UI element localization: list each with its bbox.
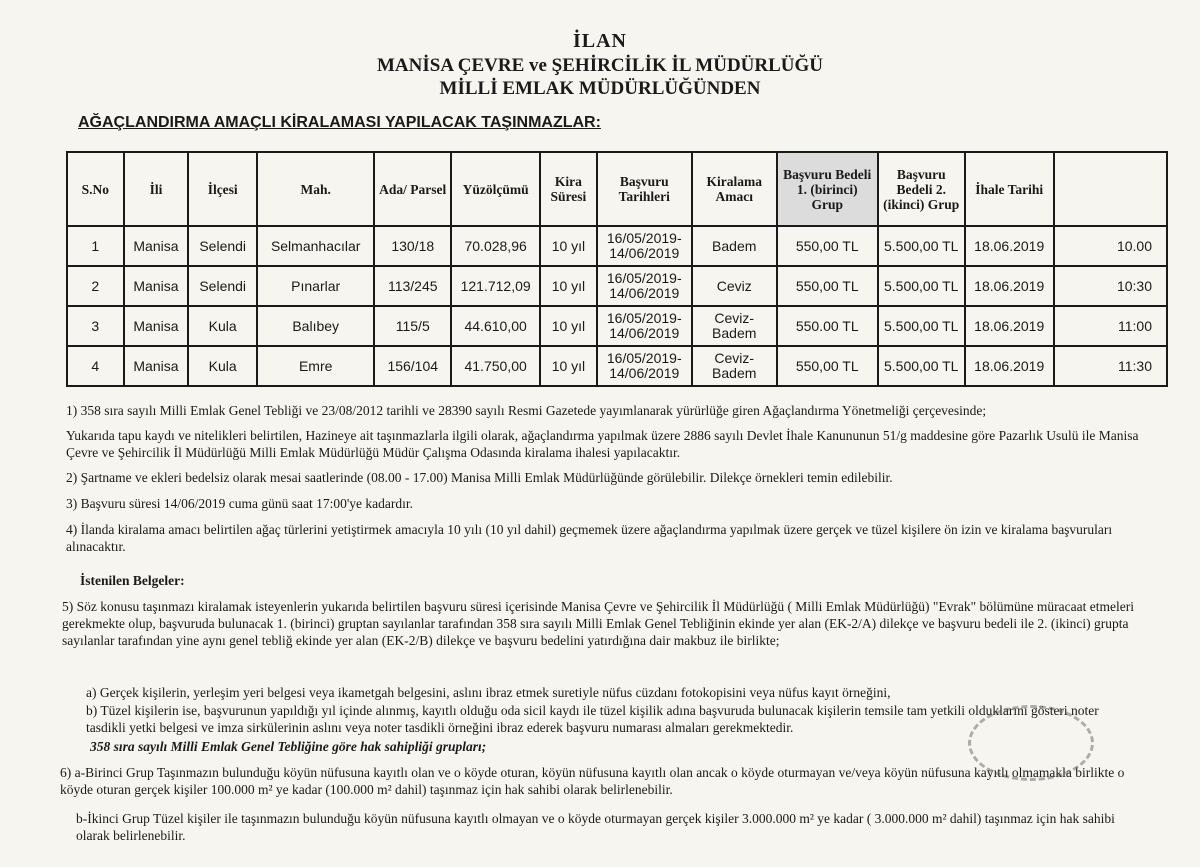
- header-saat: [1054, 152, 1167, 226]
- table-row: [67, 346, 1167, 386]
- cell: 18.06.2019: [965, 346, 1054, 386]
- header-il: İli: [124, 152, 189, 226]
- groups-heading: 358 sıra sayılı Milli Emlak Genel Tebliğine göre hak sahipliği grupları;: [90, 739, 487, 754]
- cell: Balıbey: [257, 306, 374, 346]
- header-ilce: İlçesi: [188, 152, 257, 226]
- cell: 550.00 TL: [777, 306, 878, 346]
- cell: Ceviz- Badem: [692, 346, 777, 386]
- table-row: [67, 226, 1167, 266]
- cell: Manisa: [124, 226, 189, 266]
- cell: 5.500,00 TL: [878, 266, 965, 306]
- institution-name: MANİSA ÇEVRE ve ŞEHİRCİLİK İL MÜDÜRLÜĞÜ: [376, 55, 824, 76]
- cell: Badem: [692, 226, 777, 266]
- cell: 113/245: [374, 266, 451, 306]
- cell: 115/5: [374, 306, 451, 346]
- cell: 550,00 TL: [777, 266, 878, 306]
- note-2: 2) Şartname ve ekleri bedelsiz olarak mesai saatlerinde (08.00 - 17.00) Manisa Milli Emlak Müdürlüğünde görülebilir. Dilekçe örnekleri temin edilebilir.: [66, 470, 893, 485]
- header-yuzolcumu: Yüzölçümü: [451, 152, 540, 226]
- note-1-body: Yukarıda tapu kaydı ve nitelikleri belirtilen, Hazineye ait taşınmazlarla ilgili olarak, ağaçlandırma yapılmak üzere 2886 sayılı Devlet İhale Kanununun 51/g maddesine göre Pazarlık Usulü ile Manisa Çevre ve Şehircilik İl Müdürlüğü Milli Emlak Müdürlüğü Müdür Çalışma Odasında kiralama ihalesi yapılacaktır.: [66, 428, 1139, 460]
- department-name: MİLLİ EMLAK MÜDÜRLÜĞÜNDEN: [439, 78, 761, 99]
- cell: 10.00: [1054, 226, 1167, 266]
- note-1: 1) 358 sıra sayılı Milli Emlak Genel Tebliği ve 23/08/2012 tarihli ve 28390 sayılı Resmi Gazetede yayımlanarak yürürlüğe giren Ağaçlandırma Yönetmeliği çerçevesinde;: [66, 403, 987, 418]
- cell: Kula: [188, 306, 257, 346]
- cell: 16/05/2019- 14/06/2019: [597, 346, 692, 386]
- cell: Manisa: [124, 346, 189, 386]
- header-kiralama-amaci: Kiralama Amacı: [692, 152, 777, 226]
- cell: Ceviz: [692, 266, 777, 306]
- cell: 550,00 TL: [777, 346, 878, 386]
- cell: Kula: [188, 346, 257, 386]
- cell: 16/05/2019- 14/06/2019: [597, 306, 692, 346]
- section-subtitle: AĞAÇLANDIRMA AMAÇLI KİRALAMASI YAPILACAK TAŞINMAZLAR:: [78, 114, 601, 131]
- cell: Ceviz- Badem: [692, 306, 777, 346]
- notice-title: İLAN: [572, 30, 627, 52]
- cell: Pınarlar: [257, 266, 374, 306]
- cell: 2: [67, 266, 124, 306]
- note-5b: b) Tüzel kişilerin ise, başvurunun yapıldığı yıl içinde alınmış, kayıtlı olduğu oda sicil kaydı ile tüzel kişilik adına başvuruda bulunacak kişilerin temsile tam yetkili olduklarını gösteri noter tasdikli yetki belgesi ve imza sirkülerinin aslını veya noter tasdikli örneğini ibraz ederek başvuru numarası almaları gerekmektedir.: [86, 703, 1099, 735]
- table-row: [67, 306, 1167, 346]
- header-ada-parsel: Ada/ Parsel: [374, 152, 451, 226]
- cell: 121.712,09: [451, 266, 540, 306]
- cell: 18.06.2019: [965, 226, 1054, 266]
- required-documents-heading: İstenilen Belgeler:: [80, 573, 185, 588]
- note-6a: 6) a-Birinci Grup Taşınmazın bulunduğu köyün nüfusuna kayıtlı olan ve o köyde oturan, köyün nüfusuna kayıtlı olan ancak o köyde oturmayan ve/veya köyün nüfusuna kayıtlı olmamakla birlikte o köyde oturan gerçek kişiler 100.000 m² ye kadar (100.000 m² dahil) taşınmaz için hak sahibi olarak belirlenebilir.: [60, 765, 1125, 797]
- cell: 4: [67, 346, 124, 386]
- note-3: 3) Başvuru süresi 14/06/2019 cuma günü saat 17:00'ye kadardır.: [66, 496, 413, 511]
- note-6b: b-İkinci Grup Tüzel kişiler ile taşınmazın bulunduğu köyün nüfusuna kayıtlı olmayan ve o köyde oturmayan gerçek kişiler 3.000.000 m² ye kadar ( 3.000.000 m² dahil) taşınmaz için hak sahibi olarak belirlenebilir.: [76, 811, 1115, 843]
- header-bedel-2: Başvuru Bedeli 2. (ikinci) Grup: [878, 152, 965, 226]
- cell: Emre: [257, 346, 374, 386]
- cell: 16/05/2019- 14/06/2019: [597, 266, 692, 306]
- cell: 1: [67, 226, 124, 266]
- cell: 5.500,00 TL: [878, 306, 965, 346]
- cell: Selmanhacılar: [257, 226, 374, 266]
- cell: 5.500,00 TL: [878, 346, 965, 386]
- table-row: [67, 266, 1167, 306]
- cell: 18.06.2019: [965, 306, 1054, 346]
- cell: 10 yıl: [540, 226, 597, 266]
- cell: 70.028,96: [451, 226, 540, 266]
- official-stamp: [968, 705, 1094, 781]
- property-table: [66, 151, 1168, 387]
- note-4: 4) İlanda kiralama amacı belirtilen ağaç türlerini yetiştirmek amacıyla 10 yılı (10 yıl dahil) geçmemek üzere ağaçlandırma yapılmak üzere gerçek ve tüzel kişilere ön izin ve kiralama başvuruları alınacaktır.: [66, 522, 1113, 554]
- table-header-row: [67, 152, 1167, 226]
- cell: 10 yıl: [540, 306, 597, 346]
- cell: Manisa: [124, 266, 189, 306]
- header-ihale-tarihi: İhale Tarihi: [965, 152, 1054, 226]
- cell: Selendi: [188, 226, 257, 266]
- header-bedel-1: Başvuru Bedeli 1. (birinci) Grup: [777, 152, 878, 226]
- cell: 44.610,00: [451, 306, 540, 346]
- note-5: 5) Söz konusu taşınmazı kiralamak isteyenlerin yukarıda belirtilen başvuru süresi içerisinde Manisa Çevre ve Şehircilik İl Müdürlüğü ( Milli Emlak Müdürlüğü) "Evrak" bölümüne müracaat etmeleri gerekmekte olup, başvuruda bulunacak 1. (birinci) gruptan sayılanlar tarafından 358 sıra sayılı Milli Emlak Genel Tebliğinin ekinde yer alan (EK-2/A) dilekçe ve başvuru bedeli ile 2. (ikinci) grupta sayılanlar tarafından yine aynı genel tebliğ ekinde yer alan (EK-2/B) dilekçe ve başvuru bedelini yatırdığına dair makbuz ile birlikte;: [62, 599, 1134, 648]
- cell: 550,00 TL: [777, 226, 878, 266]
- cell: 10 yıl: [540, 266, 597, 306]
- cell: 130/18: [374, 226, 451, 266]
- cell: 10:30: [1054, 266, 1167, 306]
- header-basvuru-tarihleri: Başvuru Tarihleri: [597, 152, 692, 226]
- header-sno: S.No: [67, 152, 124, 226]
- cell: 18.06.2019: [965, 266, 1054, 306]
- cell: 5.500,00 TL: [878, 226, 965, 266]
- header-mahalle: Mah.: [257, 152, 374, 226]
- note-5a: a) Gerçek kişilerin, yerleşim yeri belgesi veya ikametgah belgesini, aslını ibraz etmek suretiyle nüfus cüzdanı fotokopisini veya nüfus kayıt örneğini,: [86, 685, 891, 700]
- cell: 156/104: [374, 346, 451, 386]
- cell: 41.750,00: [451, 346, 540, 386]
- cell: 11:30: [1054, 346, 1167, 386]
- header-kira-suresi: Kira Süresi: [540, 152, 597, 226]
- cell: Manisa: [124, 306, 189, 346]
- cell: 11:00: [1054, 306, 1167, 346]
- cell: 10 yıl: [540, 346, 597, 386]
- cell: 3: [67, 306, 124, 346]
- cell: Selendi: [188, 266, 257, 306]
- cell: 16/05/2019- 14/06/2019: [597, 226, 692, 266]
